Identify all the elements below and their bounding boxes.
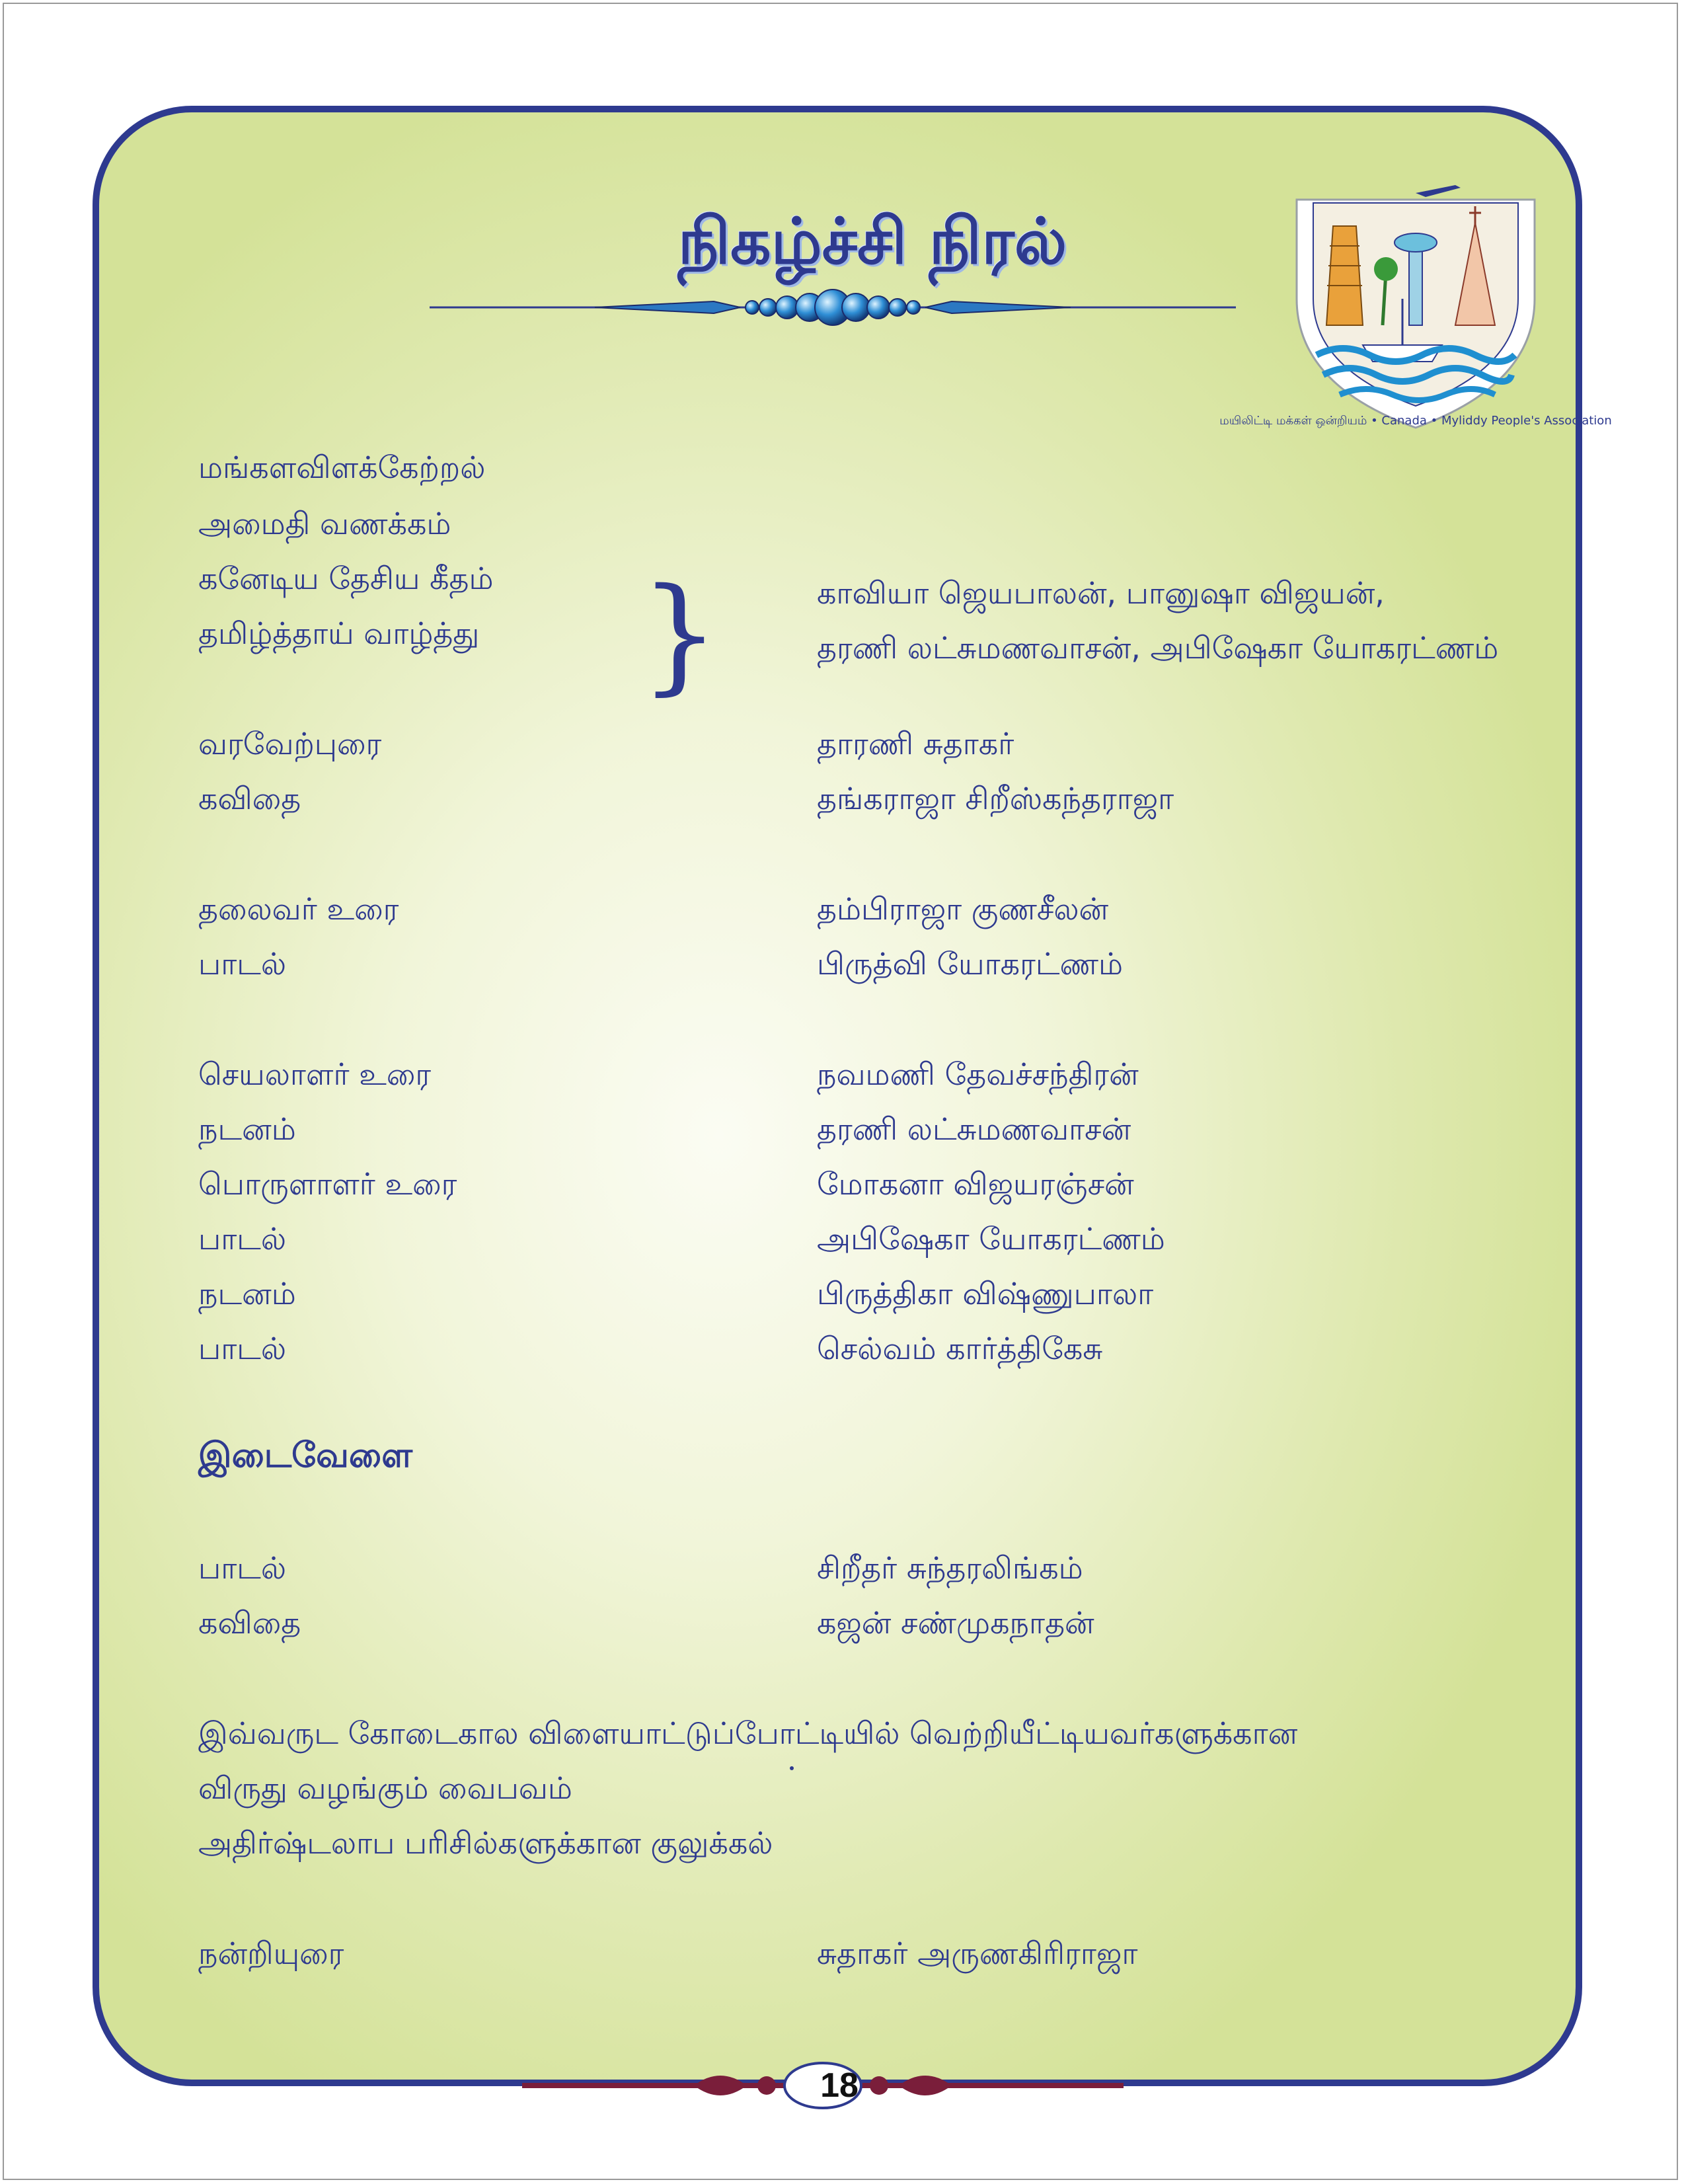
program-item: கவிதை xyxy=(198,781,301,816)
program-item: பொருளாளர் உரை xyxy=(198,1166,457,1202)
program-item: வரவேற்புரை xyxy=(198,726,382,761)
program-item: நன்றியுரை xyxy=(198,1935,344,1971)
lucky-draw-text: அதிர்ஷ்டலாப பரிசில்களுக்கான குலுக்கல் xyxy=(198,1825,773,1861)
program-row xyxy=(0,1270,1682,1317)
program-item: மங்களவிளக்கேற்றல் xyxy=(198,449,486,485)
awards-text: இவ்வருட கோடைகால விளையாட்டுப்போட்டியில் வெற்றியீட்டியவர்களுக்கான xyxy=(198,1715,1298,1751)
performer-name: பிருத்திகா விஷ்ணுபாலா xyxy=(817,1276,1154,1311)
awards-line xyxy=(0,1820,1682,1866)
ornament-divider xyxy=(430,278,1236,337)
program-item: செயலாளர் உரை xyxy=(198,1056,432,1092)
performer-name: நவமணி தேவச்சந்திரன் xyxy=(817,1056,1139,1092)
association-crest-icon xyxy=(1219,173,1612,432)
program-item: பாடல் xyxy=(198,1331,287,1366)
program-item: தலைவர் உரை xyxy=(198,891,399,927)
program-row xyxy=(0,1051,1682,1097)
interval-heading: இடைவேளை xyxy=(198,1436,412,1475)
performer-name: தரணி லட்சுமணவாசன் xyxy=(817,1111,1131,1147)
program-row xyxy=(0,1161,1682,1207)
program-item: பாடல் xyxy=(198,1221,287,1257)
awards-text: விருது வழங்கும் வைபவம் xyxy=(198,1770,572,1806)
awards-line xyxy=(0,1710,1682,1756)
performer-name: சுதாகர் அருணகிரிராஜா xyxy=(817,1935,1138,1971)
program-row xyxy=(0,941,1682,987)
performer-name: பிருத்வி யோகரட்ணம் xyxy=(817,946,1123,982)
program-item: அமைதி வணக்கம் xyxy=(198,506,451,541)
program-item: பாடல் xyxy=(198,946,287,982)
performer-name: செல்வம் கார்த்திகேசு xyxy=(817,1331,1103,1366)
performer-name: தரணி லட்சுமணவாசன், அபிஷேகா யோகரட்ணம் xyxy=(817,630,1499,666)
program-row xyxy=(0,1545,1682,1591)
page-title: நிகழ்ச்சி நிரல் xyxy=(677,204,1067,278)
program-row xyxy=(0,1930,1682,1976)
program-item: நடனம் xyxy=(198,1111,296,1147)
program-item: கவிதை xyxy=(198,1605,301,1641)
performer-name: கஜன் சண்முகநாதன் xyxy=(817,1605,1094,1641)
performer-name: தங்கராஜா சிறீஸ்கந்தராஜா xyxy=(817,781,1174,816)
program-item: பாடல் xyxy=(198,1550,287,1586)
performer-name: மோகனா விஜயரஞ்சன் xyxy=(817,1166,1134,1202)
program-row xyxy=(0,625,1682,671)
program-item: கனேடிய தேசிய கீதம் xyxy=(198,561,494,596)
program-row xyxy=(0,1600,1682,1646)
logo-text: மயிலிட்டி மக்கள் ஒன்றியம் • Canada • Myliddy People's Association xyxy=(1219,414,1612,428)
program-row xyxy=(0,886,1682,932)
program-row xyxy=(0,500,1682,547)
awards-line xyxy=(0,1765,1682,1811)
group-brace: } xyxy=(640,561,720,707)
program-row xyxy=(0,775,1682,822)
program-row xyxy=(0,1216,1682,1262)
performer-name: காவியா ஜெயபாலன், பானுஷா விஜயன், xyxy=(817,575,1385,611)
program-item: நடனம் xyxy=(198,1276,296,1311)
page-number: 18 xyxy=(820,2066,859,2105)
program-row xyxy=(0,1325,1682,1372)
performer-name: சிறீதர் சுந்தரலிங்கம் xyxy=(817,1550,1083,1586)
program-row xyxy=(0,1106,1682,1152)
program-row xyxy=(0,444,1682,490)
performer-name: தம்பிராஜா குணசீலன் xyxy=(817,891,1109,927)
program-row xyxy=(0,570,1682,616)
performer-name: தாரணி சுதாகர் xyxy=(817,726,1014,761)
program-item: தமிழ்த்தாய் வாழ்த்து xyxy=(198,615,480,651)
performer-name: அபிஷேகா யோகரட்ணம் xyxy=(817,1221,1165,1257)
program-row xyxy=(0,721,1682,767)
interval-row xyxy=(0,1432,1682,1479)
